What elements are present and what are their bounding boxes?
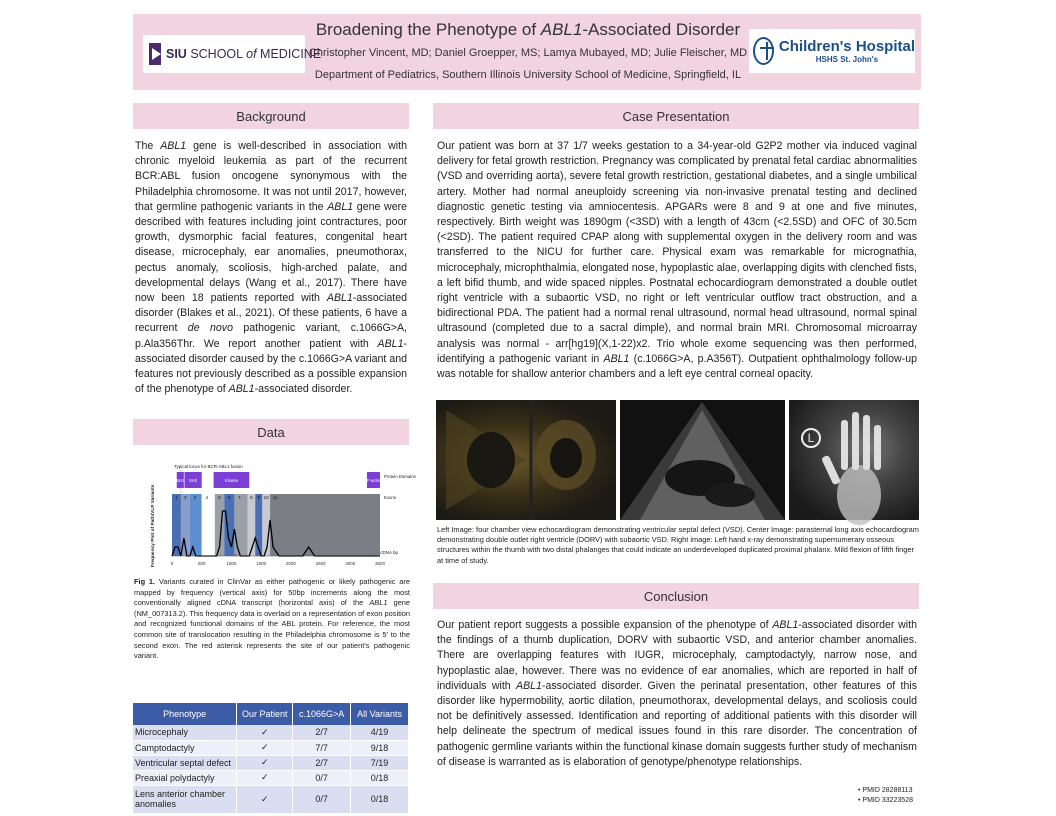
text-fragment: pathogenic variant, c.1066G>A, p.Ala356Thr. We report another patient with	[135, 322, 407, 350]
text-fragment: ABL1	[228, 383, 255, 396]
text-fragment: ABL1	[772, 619, 799, 631]
protein-domains-label: Protein Domains	[384, 474, 416, 479]
background-heading: Background	[133, 103, 409, 129]
text-fragment: -associated disorder with the findings of a thumb duplication, DORV with subaortic VSD, and anterior chamber anomalies. There are overlapping features with IUGR, microcephaly, camptodactyly, narrow nose, and hypoplastic alae, however. There was no evidence of ear anomalies, which are reported in half of individuals with	[437, 619, 917, 692]
text-fragment: -associated disorder.	[254, 383, 353, 396]
caption-fragment: gene (NM_007313.2). This frequency data is overlaid on a representation of exon position and recognized functional domains of the ABL protein. For reference, the most common site of translocation resulting in the Philadelphia chromosome is 5' to the second exon. The red asterisk represents the site of our patient's pathogenic variant.	[134, 598, 410, 661]
domain-label: F-actin	[366, 478, 381, 483]
reference-2: • PMID 33223528	[858, 797, 913, 804]
value-cell: ✓	[237, 740, 293, 755]
exon-label: 11	[272, 495, 278, 500]
x-tick-label: 1500	[256, 561, 267, 566]
column-header: Our Patient	[237, 703, 293, 725]
caption-fragment: Variants curated in ClinVar as either pathogenic or likely pathogenic are mapped by frequency (vertical axis) for 50bp increments along the most conventionally aligned cDNA transcript (horizontal axis) of the	[134, 577, 410, 608]
siu-arrow-icon	[149, 43, 161, 65]
background-text	[135, 139, 407, 397]
table-row	[133, 785, 409, 813]
exon-bar	[202, 494, 215, 556]
conclusion-text	[437, 618, 917, 770]
text-fragment: ABL1	[327, 200, 354, 213]
figure-caption	[134, 577, 410, 662]
x-tick-label: 0	[170, 561, 174, 566]
text-fragment: -associated disorder. Given the perinatal presentation, other features of this disorder like hypermobility, aortic dilation, pneumothorax, developmental delays, and scoliosis could not be definitively assessed. Identification and reporting of additional patients with this disorder will help delineate the spectrum of medical issues found in this rare disorder. The concentration of pathogenic germline variants within the functional kinase domain suggests further study of mechanism of disease is warranted as is elaboration of genotype/phenotype relationships.	[437, 679, 918, 768]
table-row	[133, 740, 409, 755]
value-cell: 9/18	[351, 740, 409, 755]
exons-label: Exons	[384, 495, 396, 500]
echo-four-chamber-image	[436, 400, 616, 520]
text-fragment: ABL1	[160, 140, 187, 152]
text-fragment: The	[135, 140, 161, 152]
text-fragment: gene were described with features including joint contractures, poor growth, dysmorphic facial features, congenital heart disease, microcephaly, ear anomalies, pneumothorax, pectus anomaly, scoliosis, high-arched palate, and developmental delays (Wang et al., 2017). There have now been 18 patients reported with	[135, 200, 408, 305]
x-tick-label: 2500	[315, 561, 326, 566]
exon-bar	[190, 494, 202, 556]
domain-label: SH2	[188, 478, 198, 483]
poster-title: Broadening the Phenotype of ABL1-Associated Disorder	[315, 20, 741, 39]
conclusion-heading: Conclusion	[433, 583, 919, 609]
poster-header	[133, 14, 921, 90]
patient-variant-marker: *	[233, 554, 237, 561]
hospital-cross-icon	[753, 37, 774, 65]
case-text: Our patient was born at 37 1/7 weeks gestation to a 34-year-old G2P2 mother via induced vaginal delivery for fetal growth restriction. Pregnancy was complicated by prenatal fetal cardiac abnormalities (VSD and overriding aorta), severe fetal growth restriction, gestational diabetes, and a single umbilical artery. Mother had normal aneuploidy screening via non-invasive prenatal testing and declined diagnostic genetic testing via amniocentesis. APGARs were 8 and 9 at one and five minutes, respectively. Birth weight was 1890gm (<3SD) with a length of 43cm (<2.5SD) and OFC of 30.5cm (<2SD). The patient required CPAP along with supplemental oxygen in the delivery room and was transferred to the NICU for further care. Physical exam was remarkable for micrognathia, microcephaly, microphthalmia, elongated nose, hypoplastic alae, overlapping digits with clenched fists, a left bifid thumb, and wide spaced nipples. Postnatal echocardiogram demonstrated a double outlet right ventricle with a subaortic VSD, no right or left ventricular outflow tract obstruction, and a bidirectional PDA. The patient had a normal renal ultrasound, normal head ultrasound, normal spinal ultrasound (completed due to a sacral dimple), and normal brain MRI. Chromosomal microarray analysis was normal - arr[hg19](X,1-22)x2. Trio whole exome sequencing was then performed, identifying a pathogenic variant in ABL1 (c.1066G>A, p.A356T). Outpatient ophthalmology follow-up was notable for shallow anterior chambers and a left eye central corneal opacity.	[437, 140, 917, 381]
table-row	[133, 725, 409, 740]
hospital-name: Children's Hospital	[778, 38, 915, 55]
text-fragment: ABL1	[326, 292, 353, 305]
exon-label: 4	[205, 495, 208, 500]
table-header-row	[133, 703, 409, 725]
value-cell: 4/19	[351, 725, 409, 740]
references	[858, 786, 913, 806]
siu-logo	[143, 35, 322, 73]
hospital-subname: HSHS St. John's	[815, 55, 879, 64]
table-row	[133, 755, 409, 770]
x-tick-label: 1000	[226, 561, 237, 566]
exon-bar	[247, 494, 255, 556]
y-axis-label: Frequency Plot of Path/VLP Variants	[151, 484, 156, 568]
exon-label: 9	[257, 495, 261, 500]
authors: Christopher Vincent, MD; Daniel Groepper, MS; Lamya Mubayed, MD; Julie Fleischer, MD	[308, 47, 748, 59]
value-cell: 0/18	[351, 770, 409, 785]
phenotype-cell: Microcephaly	[133, 725, 237, 740]
exon-label: 8	[250, 495, 253, 500]
reference-1: • PMID 28288113	[858, 787, 913, 794]
value-cell: 7/7	[293, 740, 351, 755]
text-fragment: de novo	[187, 322, 233, 335]
column-header: c.1066G>A	[293, 703, 351, 725]
x-tick-label: 3000	[345, 561, 356, 566]
exon-bar	[255, 494, 262, 556]
exon-label: 7	[238, 495, 241, 500]
exon-bar	[234, 494, 247, 556]
value-cell: 7/19	[351, 755, 409, 770]
x-tick-label: 3500	[374, 561, 386, 566]
column-header: All Variants	[351, 703, 409, 725]
text-fragment: gene is well-described in association with chronic myeloid leukemia as part of the recurrent BCR:ABL fusion oncogene synonymous with the Philadelphia chromosome. It was not until 2017, however, that germline pathogenic variants in the	[135, 140, 407, 213]
x-tick-label: 2000	[285, 561, 296, 566]
exon-label: 3	[193, 495, 197, 500]
value-cell: 2/7	[293, 725, 351, 740]
text-fragment: ABL1	[377, 337, 404, 350]
exon-label: 10	[263, 495, 269, 500]
phenotype-cell: Preaxial polydactyly	[133, 770, 237, 785]
caption-fragment: Fig 1.	[134, 577, 156, 586]
value-cell: ✓	[237, 785, 293, 813]
exon-bar	[270, 494, 380, 556]
value-cell: 0/7	[293, 770, 351, 785]
variant-frequency-chart	[140, 460, 416, 572]
image-caption: Left Image: four chamber view echocardiogram demonstrating ventricular septal defect (VSD). Center Image: parasternal long axis echocardiogram demonstrating double outlet right ventricle (DORV) with subaortic VSD. Right image: Left hand x-ray demonstrating supernumerary osseous structures within the thumb with two distal phalanges that could indicate an underdeveloped duplicated proximal phalanx. Mild flexion of fifth finger at time of study.	[437, 525, 919, 565]
siu-logo-text: SIU SCHOOL of MEDICINE	[166, 47, 322, 61]
data-heading: Data	[133, 419, 409, 445]
exon-label: 6	[228, 495, 231, 500]
caption-fragment: ABL1	[369, 598, 388, 608]
childrens-hospital-logo	[749, 29, 915, 73]
left-side-marker: L	[801, 428, 821, 448]
x-axis-label: cDNA bp	[380, 550, 398, 555]
value-cell: ✓	[237, 770, 293, 785]
table-row	[133, 770, 409, 785]
chart-title: Typical locus for BCR-ABL1 fusion	[174, 464, 243, 469]
chart-svg	[140, 460, 416, 572]
text-fragment: Our patient report suggests a possible expansion of the phenotype of	[437, 619, 773, 631]
value-cell: ✓	[237, 755, 293, 770]
x-tick-label: 500	[197, 561, 206, 566]
phenotype-cell: Ventricular septal defect	[133, 755, 237, 770]
department: Department of Pediatrics, Southern Illinois University School of Medicine, Springfield, IL	[314, 69, 742, 81]
exon-bar	[224, 494, 234, 556]
phenotype-cell: Lens anterior chamber anomalies	[133, 785, 237, 813]
value-cell: 2/7	[293, 755, 351, 770]
exon-label: 1	[175, 495, 178, 500]
hand-xray-image	[789, 400, 919, 520]
text-fragment: ABL1	[516, 679, 542, 692]
column-header: Phenotype	[133, 703, 237, 725]
exon-label: 5	[218, 495, 221, 500]
value-cell: ✓	[237, 725, 293, 740]
domain-label: SH3	[176, 478, 185, 483]
echo-long-axis-image	[620, 400, 785, 520]
text-fragment: -associated disorder (Blakes et al., 2021). Of these patients, 6 have a recurrent	[135, 292, 407, 335]
phenotype-table	[133, 703, 409, 814]
case-heading: Case Presentation	[433, 103, 919, 129]
exon-label: 2	[184, 495, 187, 500]
text-fragment: -associated disorder caused by the c.1066G>A variant and features not previously described as a possible expansion of the phenotype of	[135, 337, 407, 396]
value-cell: 0/18	[351, 785, 409, 813]
phenotype-cell: Camptodactyly	[133, 740, 237, 755]
domain-label: Kinase	[224, 478, 238, 483]
value-cell: 0/7	[293, 785, 351, 813]
